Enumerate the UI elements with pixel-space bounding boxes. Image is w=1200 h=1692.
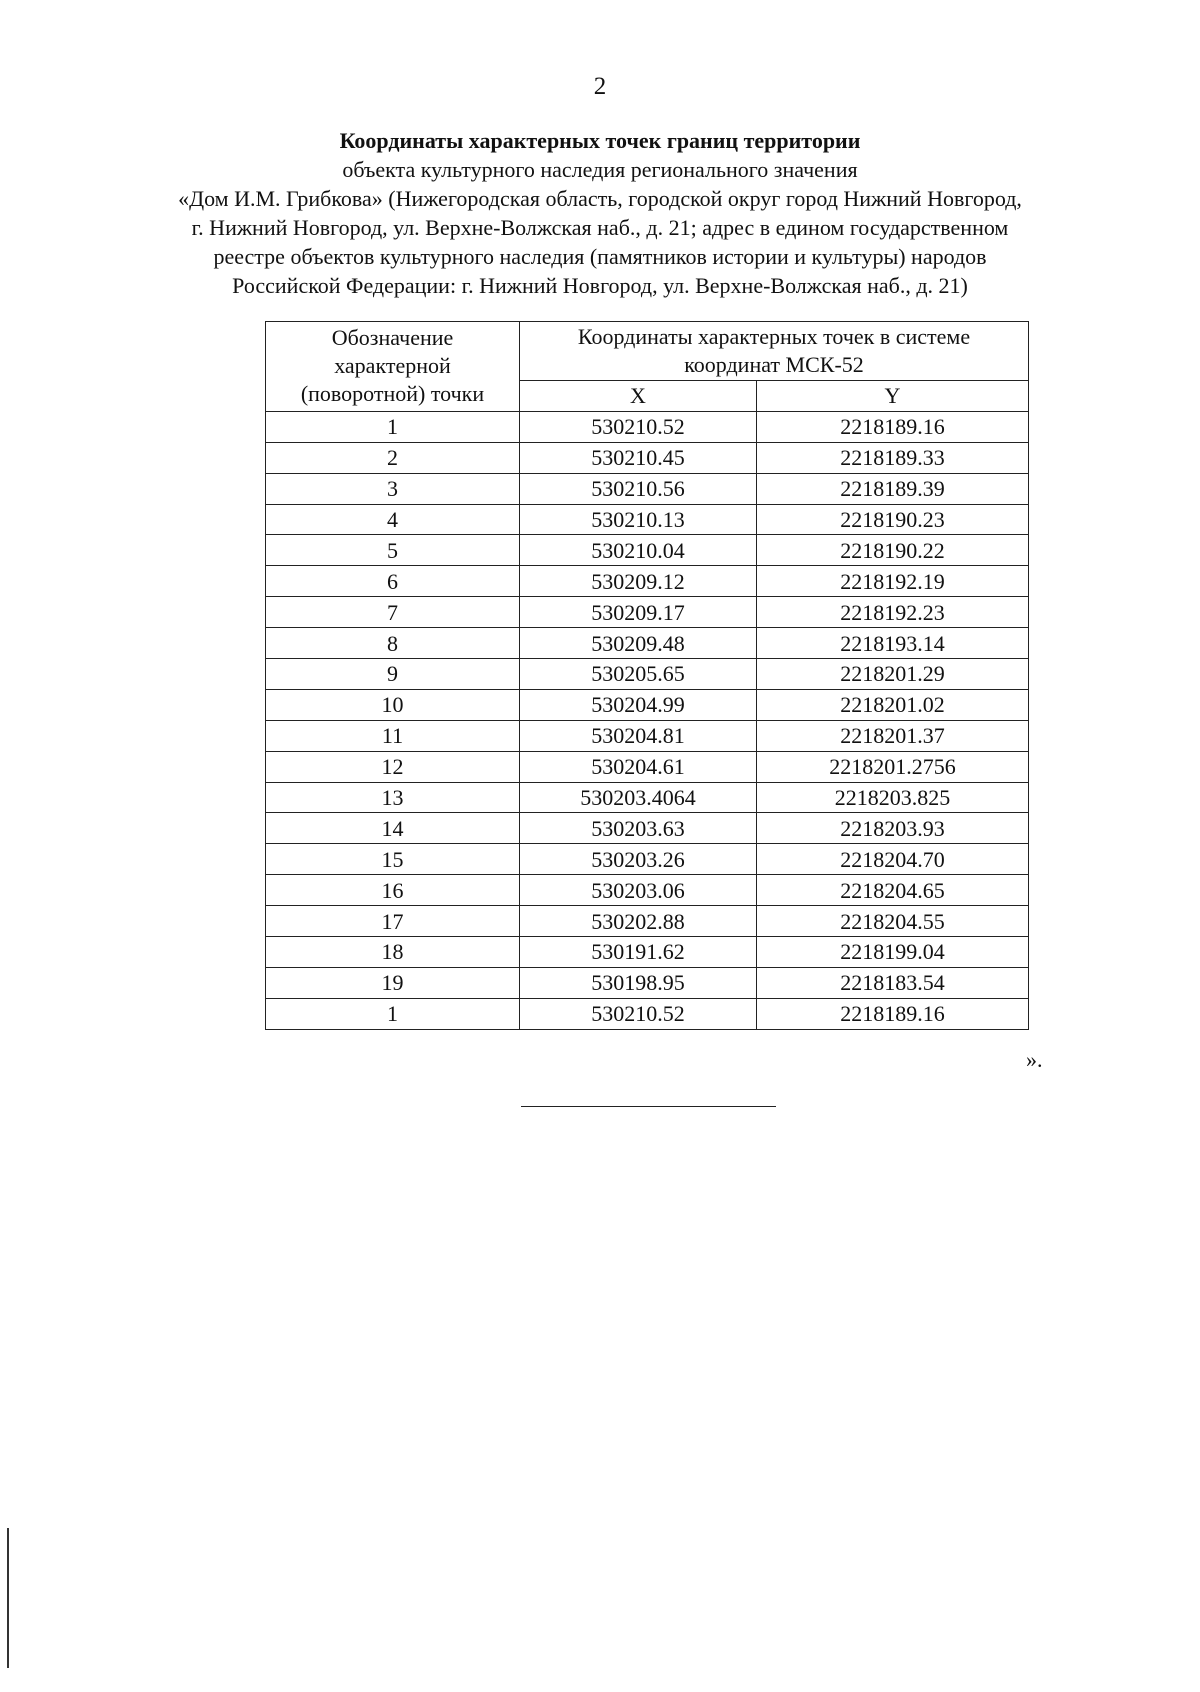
point-cell: 9: [266, 659, 520, 690]
point-cell: 1: [266, 998, 520, 1029]
x-coordinate-cell: 530202.88: [520, 906, 757, 937]
point-cell: 10: [266, 689, 520, 720]
table-row: [266, 566, 1029, 597]
y-coordinate-cell: 2218201.29: [757, 659, 1029, 690]
x-coordinate-cell: 530210.52: [520, 411, 757, 442]
table-row: [266, 844, 1029, 875]
point-cell: 11: [266, 720, 520, 751]
y-column-header: Y: [757, 381, 1029, 412]
point-cell: 8: [266, 628, 520, 659]
x-coordinate-cell: 530203.63: [520, 813, 757, 844]
x-coordinate-cell: 530203.4064: [520, 782, 757, 813]
x-coordinate-cell: 530209.48: [520, 628, 757, 659]
y-coordinate-cell: 2218201.2756: [757, 751, 1029, 782]
x-coordinate-cell: 530204.61: [520, 751, 757, 782]
point-cell: 4: [266, 504, 520, 535]
x-coordinate-cell: 530209.12: [520, 566, 757, 597]
table-row: [266, 782, 1029, 813]
title-line: объекта культурного наследия регионального значения: [342, 157, 858, 182]
coordinates-table: [265, 321, 1029, 1030]
table-row: [266, 442, 1029, 473]
x-coordinate-cell: 530191.62: [520, 937, 757, 968]
title-line: г. Нижний Новгород, ул. Верхне-Волжская наб., д. 21; адрес в едином государственном: [191, 215, 1009, 240]
x-coordinate-cell: 530198.95: [520, 967, 757, 998]
y-coordinate-cell: 2218204.70: [757, 844, 1029, 875]
point-cell: 19: [266, 967, 520, 998]
y-coordinate-cell: 2218189.16: [757, 411, 1029, 442]
x-coordinate-cell: 530204.99: [520, 689, 757, 720]
y-coordinate-cell: 2218190.23: [757, 504, 1029, 535]
y-coordinate-cell: 2218183.54: [757, 967, 1029, 998]
document-title: [0, 126, 1200, 300]
table-row: [266, 751, 1029, 782]
y-coordinate-cell: 2218203.93: [757, 813, 1029, 844]
table-row: [266, 597, 1029, 628]
header-text: Обозначение: [331, 325, 454, 351]
coordinates-table-body: [266, 411, 1029, 1029]
header-text: (поворотной) точки: [300, 381, 485, 407]
y-coordinate-cell: 2218192.23: [757, 597, 1029, 628]
y-coordinate-cell: 2218189.33: [757, 442, 1029, 473]
x-coordinate-cell: 530210.56: [520, 473, 757, 504]
point-cell: 17: [266, 906, 520, 937]
point-cell: 7: [266, 597, 520, 628]
x-coordinate-cell: 530210.04: [520, 535, 757, 566]
y-coordinate-cell: 2218204.65: [757, 875, 1029, 906]
table-row: [266, 998, 1029, 1029]
scan-edge-mark: [7, 1528, 9, 1668]
end-divider: [521, 1106, 776, 1107]
table-row: [266, 411, 1029, 442]
table-row: [266, 628, 1029, 659]
table-row: [266, 906, 1029, 937]
table-row: [266, 659, 1029, 690]
table-row: [266, 720, 1029, 751]
y-coordinate-cell: 2218190.22: [757, 535, 1029, 566]
page-number: 2: [593, 73, 607, 100]
x-coordinate-cell: 530209.17: [520, 597, 757, 628]
table-row: [266, 813, 1029, 844]
table-row: [266, 967, 1029, 998]
header-text: характерной: [334, 353, 451, 379]
point-cell: 18: [266, 937, 520, 968]
header-text: координат МСК-52: [684, 352, 864, 377]
table-row: [266, 535, 1029, 566]
y-coordinate-cell: 2218189.39: [757, 473, 1029, 504]
y-coordinate-cell: 2218189.16: [757, 998, 1029, 1029]
x-coordinate-cell: 530205.65: [520, 659, 757, 690]
x-coordinate-cell: 530204.81: [520, 720, 757, 751]
title-line: реестре объектов культурного наследия (памятников истории и культуры) народов: [213, 244, 987, 269]
point-cell: 12: [266, 751, 520, 782]
y-coordinate-cell: 2218204.55: [757, 906, 1029, 937]
title-line: «Дом И.М. Грибкова» (Нижегородская область, городской округ город Нижний Новгород,: [178, 186, 1022, 211]
coordinate-system-header: [520, 322, 1029, 381]
closing-quote: ».: [1026, 1047, 1043, 1072]
header-text: Координаты характерных точек в системе: [577, 324, 971, 349]
y-coordinate-cell: 2218192.19: [757, 566, 1029, 597]
title-heading: Координаты характерных точек границ территории: [339, 128, 861, 153]
point-column-header: [266, 322, 520, 412]
table-row: [266, 875, 1029, 906]
y-coordinate-cell: 2218199.04: [757, 937, 1029, 968]
y-coordinate-cell: 2218201.37: [757, 720, 1029, 751]
point-cell: 14: [266, 813, 520, 844]
x-coordinate-cell: 530210.13: [520, 504, 757, 535]
point-cell: 2: [266, 442, 520, 473]
x-coordinate-cell: 530210.52: [520, 998, 757, 1029]
x-column-header: X: [520, 381, 757, 412]
title-line: Российской Федерации: г. Нижний Новгород, ул. Верхне-Волжская наб., д. 21): [232, 273, 968, 298]
point-cell: 5: [266, 535, 520, 566]
x-coordinate-cell: 530210.45: [520, 442, 757, 473]
point-cell: 1: [266, 411, 520, 442]
x-coordinate-cell: 530203.26: [520, 844, 757, 875]
table-row: [266, 937, 1029, 968]
point-cell: 15: [266, 844, 520, 875]
y-coordinate-cell: 2218193.14: [757, 628, 1029, 659]
table-row: [266, 504, 1029, 535]
table-row: [266, 473, 1029, 504]
point-cell: 13: [266, 782, 520, 813]
x-coordinate-cell: 530203.06: [520, 875, 757, 906]
table-row: [266, 689, 1029, 720]
y-coordinate-cell: 2218201.02: [757, 689, 1029, 720]
point-cell: 6: [266, 566, 520, 597]
point-cell: 16: [266, 875, 520, 906]
y-coordinate-cell: 2218203.825: [757, 782, 1029, 813]
point-cell: 3: [266, 473, 520, 504]
